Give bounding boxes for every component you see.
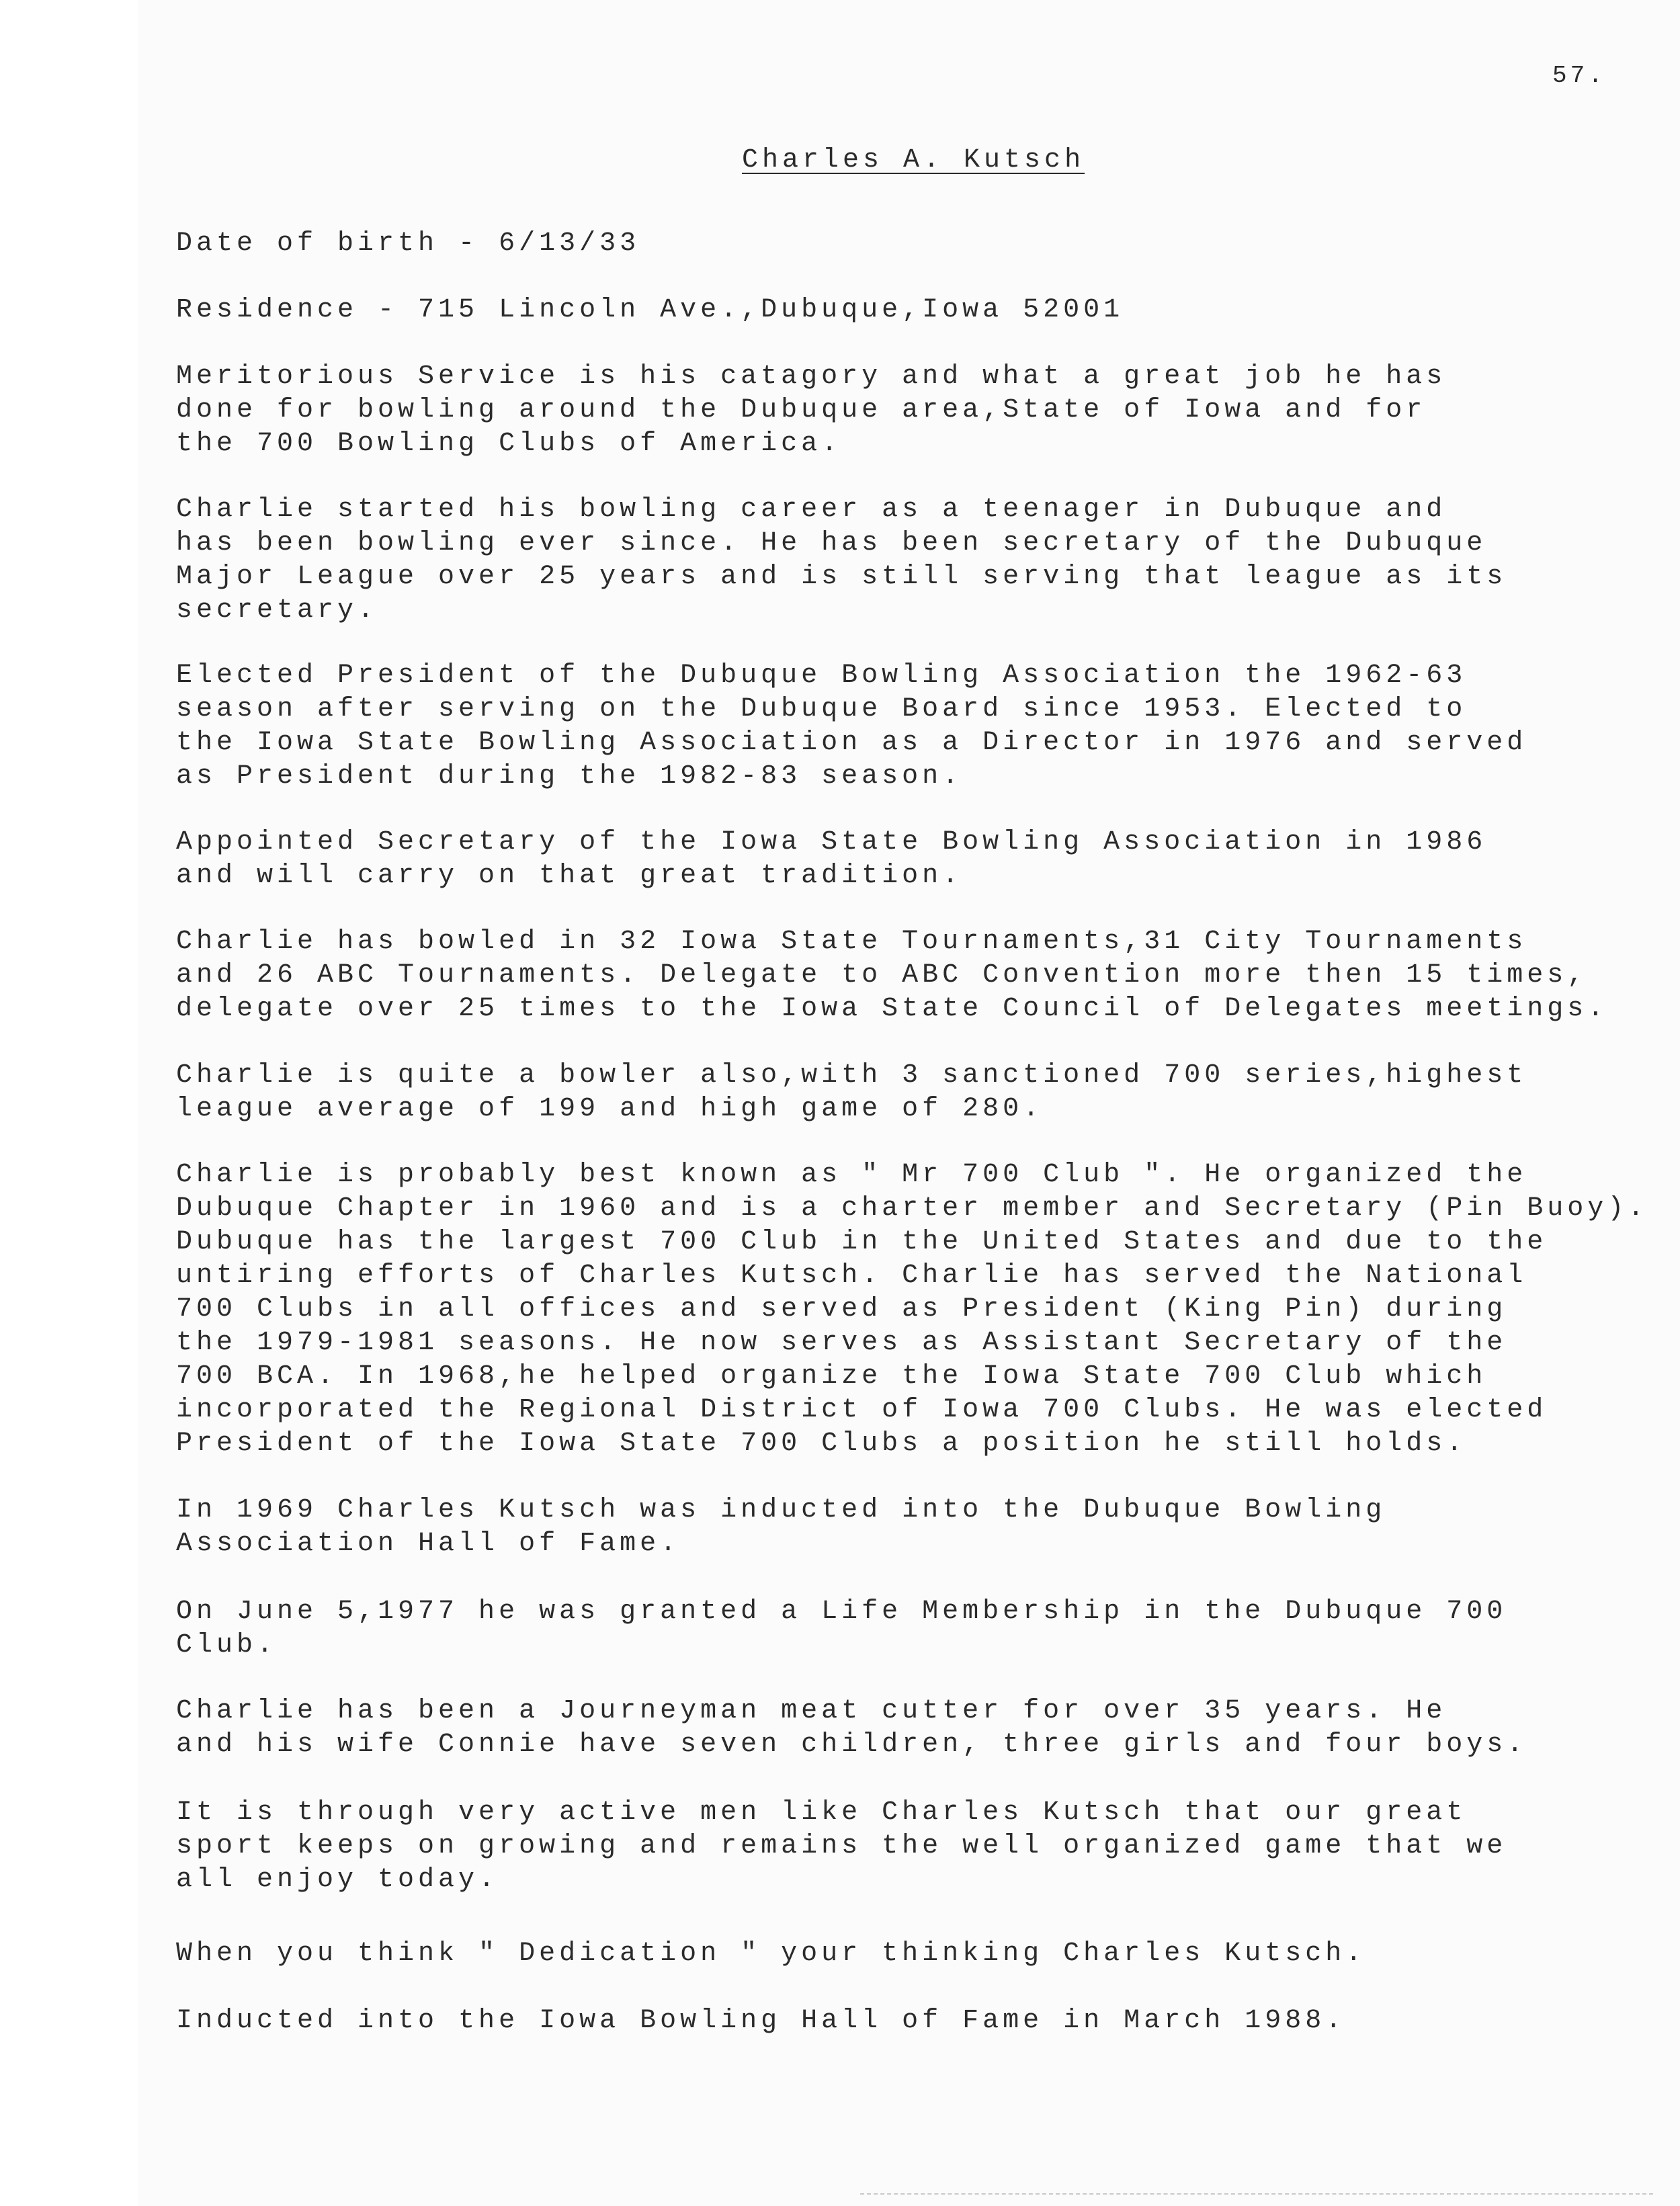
president-paragraph [176, 659, 1654, 794]
text-line: secretary. [176, 595, 378, 626]
text-line: the 700 Bowling Clubs of America. [176, 429, 842, 459]
text-line: incorporated the Regional District of Iowa 700 Clubs. He was elected [176, 1395, 1548, 1425]
induction-line [176, 2004, 1654, 2038]
text-line: Charlie started his bowling career as a teenager in Dubuque and [176, 495, 1447, 525]
text-line: 700 Clubs in all offices and served as President (King Pin) during [176, 1294, 1507, 1324]
text-line: It is through very active men like Charles Kutsch that our great [176, 1797, 1467, 1828]
700-club-paragraph [176, 1158, 1654, 1461]
text-line: Major League over 25 years and is still serving that league as its [176, 562, 1507, 592]
career-paragraph [176, 493, 1654, 628]
secretary-paragraph [176, 826, 1654, 893]
text-line: and will carry on that great tradition. [176, 861, 963, 891]
text-line: done for bowling around the Dubuque area,State of Iowa and for [176, 395, 1427, 425]
text-line: Dubuque has the largest 700 Club in the United States and due to the [176, 1227, 1548, 1257]
text-line: When you think " Dedication " your thinking Charles Kutsch. [176, 1939, 1366, 1969]
text-line: Dubuque Chapter in 1960 and is a charter member and Secretary (Pin Buoy). [176, 1193, 1648, 1224]
text-line: Charlie has bowled in 32 Iowa State Tournaments,31 City Tournaments [176, 927, 1527, 957]
text-line: Club. [176, 1630, 278, 1660]
text-line: has been bowling ever since. He has been secretary of the Dubuque [176, 528, 1487, 558]
text-line: the 1979-1981 seasons. He now serves as Assistant Secretary of the [176, 1328, 1507, 1358]
scan-margin [0, 0, 138, 2206]
family-paragraph [176, 1695, 1654, 1762]
page-number: 57. [1552, 62, 1606, 89]
text-line: as President during the 1982-83 season. [176, 761, 963, 792]
date-of-birth-paragraph [176, 227, 1654, 261]
text-line: and his wife Connie have seven children, three girls and four boys. [176, 1730, 1527, 1760]
text-line: Charlie has been a Journeyman meat cutter for over 35 years. He [176, 1696, 1447, 1726]
text-line: Appointed Secretary of the Iowa State Bowling Association in 1986 [176, 827, 1487, 857]
text-line: Inducted into the Iowa Bowling Hall of Fame in March 1988. [176, 2006, 1346, 2036]
residence-paragraph [176, 294, 1654, 327]
text-line: Association Hall of Fame. [176, 1529, 681, 1559]
dedication-line [176, 1937, 1654, 1971]
text-line: the Iowa State Bowling Association as a Director in 1976 and served [176, 728, 1527, 758]
text-line: season after serving on the Dubuque Board since 1953. Elected to [176, 694, 1467, 724]
text-line: Elected President of the Dubuque Bowling Association the 1962-63 [176, 661, 1467, 691]
scan-artifact-line [860, 2193, 1653, 2199]
closing-paragraph [176, 1796, 1654, 1897]
text-line: Meritorious Service is his catagory and what a great job he has [176, 362, 1447, 392]
text-line: On June 5,1977 he was granted a Life Membership in the Dubuque 700 [176, 1597, 1507, 1627]
life-membership-paragraph [176, 1595, 1654, 1662]
tournaments-paragraph [176, 925, 1654, 1026]
text-line: Charlie is probably best known as " Mr 700 Club ". He organized the [176, 1160, 1527, 1190]
text-line: sport keeps on growing and remains the well organized game that we [176, 1831, 1507, 1861]
text-line: and 26 ABC Tournaments. Delegate to ABC Convention more then 15 times, [176, 960, 1588, 990]
text-line: delegate over 25 times to the Iowa State Council of Delegates meetings. [176, 994, 1608, 1024]
hall-of-fame-1969-paragraph [176, 1494, 1654, 1561]
text-line: In 1969 Charles Kutsch was inducted into the Dubuque Bowling [176, 1495, 1386, 1525]
text-line: 700 BCA. In 1968,he helped organize the Iowa State 700 Club which [176, 1361, 1487, 1392]
bowler-stats-paragraph [176, 1059, 1654, 1126]
service-paragraph [176, 360, 1654, 461]
text-line: Charlie is quite a bowler also,with 3 sanctioned 700 series,highest [176, 1060, 1527, 1091]
text-line: all enjoy today. [176, 1865, 499, 1895]
document-title: Charles A. Kutsch [742, 145, 1085, 175]
text-line: Residence - 715 Lincoln Ave.,Dubuque,Iowa 52001 [176, 295, 1124, 325]
text-line: untiring efforts of Charles Kutsch. Charlie has served the National [176, 1261, 1527, 1291]
text-line: Date of birth - 6/13/33 [176, 228, 640, 259]
text-line: President of the Iowa State 700 Clubs a position he still holds. [176, 1429, 1467, 1459]
text-line: league average of 199 and high game of 280. [176, 1094, 1044, 1124]
